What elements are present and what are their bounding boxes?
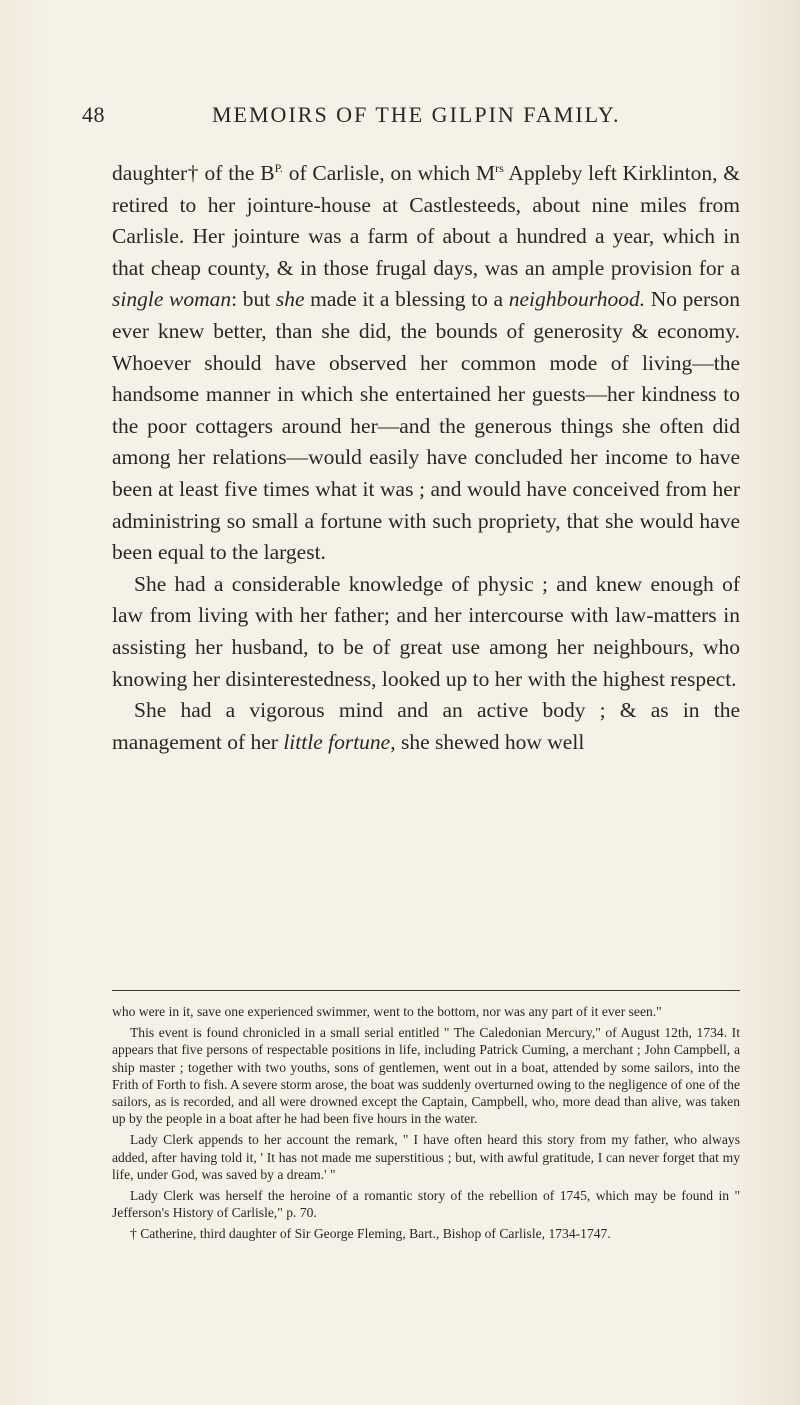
footnote-paragraph: Lady Clerk appends to her account the remark, " I have often heard this story from my father, who always added, after having told it, ' It has not made me superstitious ; but, with awful gratitude, I can never forget that my life, under God, was saved by a dream.' " xyxy=(112,1132,740,1182)
text-span: made it a blessing to a xyxy=(304,287,509,312)
text-span: , she shewed how well xyxy=(390,729,585,754)
footnote-continuation: who were in it, save one experienced swimmer, went to the bottom, nor was any part of it ever seen." xyxy=(112,1004,662,1019)
main-text xyxy=(112,158,740,758)
text-span: of Carlisle, on which M xyxy=(282,161,496,185)
text-span: No person ever knew better, than she did, the bounds of generosity & economy. Whoever should have observed her common mode of living—the handsome manner in which she entertained her guests—her kindness to the poor cottagers around her—and the generous things she often did among her relations—would easily have concluded her income to have been at least five times what it was ; and would have conceived from her administring so small a fortune with such propriety, that she would have been equal to the largest. xyxy=(112,287,740,565)
footnote-divider xyxy=(112,990,740,991)
italic-text: neighbourhood. xyxy=(508,287,646,312)
page-header xyxy=(0,98,800,132)
text-span: Appleby left Kirklinton, & retired to her jointure-house at Castlesteeds, about nine miles from Carlisle. Her jointure was a farm of about a hundred a year, which in that cheap county, & in those frugal days, was an ample provision for a xyxy=(112,161,740,280)
text-span: She had a vigorous mind and an active body ; & as in the management of her xyxy=(112,698,740,754)
running-head: MEMOIRS OF THE GILPIN FAMILY. xyxy=(212,102,621,127)
paragraph-1 xyxy=(112,158,740,569)
superscript: P. xyxy=(274,161,283,175)
footnote-paragraph: Lady Clerk was herself the heroine of a romantic story of the rebellion of 1745, which may be found in " Jefferson's History of Carlisle," p. 70. xyxy=(112,1188,740,1221)
page-number: 48 xyxy=(82,102,105,127)
italic-text: little fortune xyxy=(283,729,391,754)
text-span: daughter† of the B xyxy=(112,161,275,185)
text-span: : but xyxy=(231,287,276,312)
italic-text: single woman xyxy=(112,287,232,312)
italic-text: she xyxy=(275,287,305,312)
superscript: rs xyxy=(495,161,504,175)
paragraph-3 xyxy=(112,695,740,758)
footnote-paragraph: This event is found chronicled in a small serial entitled " The Caledonian Mercury," of August 12th, 1734. It appears that five persons of respectable positions in life, including Patrick Cuming, a merchant ; John Campbell, a ship master ; together with two youths, sons of gentlemen, went out in a boat, attended by some sailors, into the Frith of Forth to fish. A severe storm arose, the boat was suddenly overturned owing to the negligence of one of the sailors, as is recorded, and all were drowned except the Captain, Campbell, who, more dead than alive, was taken up by the people in a boat after he had been five hours in the water. xyxy=(112,1025,740,1127)
paragraph-2: She had a considerable knowledge of physic ; and knew enough of law from living with her father; and her intercourse with law-matters in assisting her husband, to be of great use among her neighbours, who knowing her disinterestedness, looked up to her with the highest respect. xyxy=(112,571,740,691)
footnote-dagger: † Catherine, third daughter of Sir George Fleming, Bart., Bishop of Carlisle, 1734-1747. xyxy=(130,1226,611,1242)
footnotes xyxy=(112,1003,740,1247)
